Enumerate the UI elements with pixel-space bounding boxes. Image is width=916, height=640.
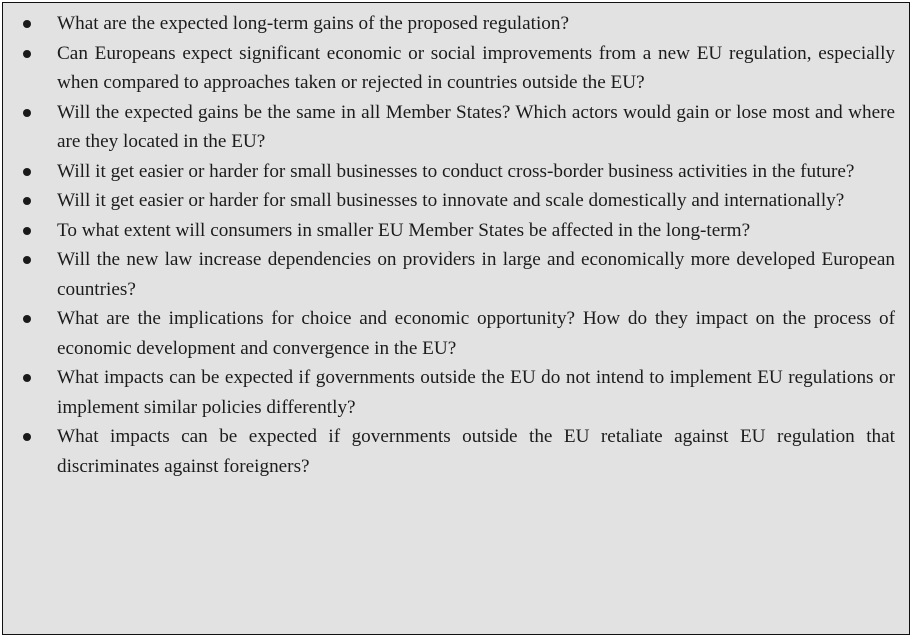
list-item (22, 9, 895, 39)
bullet-icon (23, 20, 31, 28)
bullet-icon (23, 256, 31, 264)
question-text: To what extent will consumers in smaller EU Member States be affected in the long-term? (57, 219, 751, 241)
question-text: Will the new law increase dependencies on providers in large and economically more developed European countries? (57, 249, 895, 300)
question-text: What are the implications for choice and economic opportunity? How do they impact on the process of economic development and convergence in the EU? (57, 308, 895, 359)
bullet-icon (23, 197, 31, 205)
list-item (22, 157, 895, 187)
list-item (22, 186, 895, 216)
bullet-icon (23, 109, 31, 117)
bullet-icon (23, 374, 31, 382)
question-text: Will it get easier or harder for small businesses to innovate and scale domestically and internationally? (57, 190, 845, 211)
list-item (22, 304, 895, 363)
bullet-icon (23, 227, 31, 235)
question-text: What impacts can be expected if governments outside the EU do not intend to implement EU regulations or implement similar policies differently? (57, 367, 895, 418)
question-text: What impacts can be expected if governments outside the EU retaliate against EU regulation that discriminates against foreigners? (57, 426, 895, 477)
question-text: Will the expected gains be the same in all Member States? Which actors would gain or lose most and where are they located in the EU? (57, 101, 895, 152)
list-item (22, 98, 895, 157)
list-item (22, 422, 895, 481)
question-text: Will it get easier or harder for small businesses to conduct cross-border business activities in the future? (57, 160, 855, 182)
question-text: What are the expected long-term gains of the proposed regulation? (57, 13, 570, 34)
bullet-icon (23, 315, 31, 323)
bullet-icon (23, 168, 31, 176)
list-item (22, 216, 895, 246)
question-box (2, 2, 910, 635)
list-item (22, 363, 895, 422)
bullet-icon (23, 50, 31, 58)
list-item (22, 39, 895, 98)
question-list (22, 9, 895, 481)
bullet-icon (23, 433, 31, 441)
list-item (22, 245, 895, 304)
question-text: Can Europeans expect significant economic or social improvements from a new EU regulation, especially when compared to approaches taken or rejected in countries outside the EU? (57, 42, 895, 93)
